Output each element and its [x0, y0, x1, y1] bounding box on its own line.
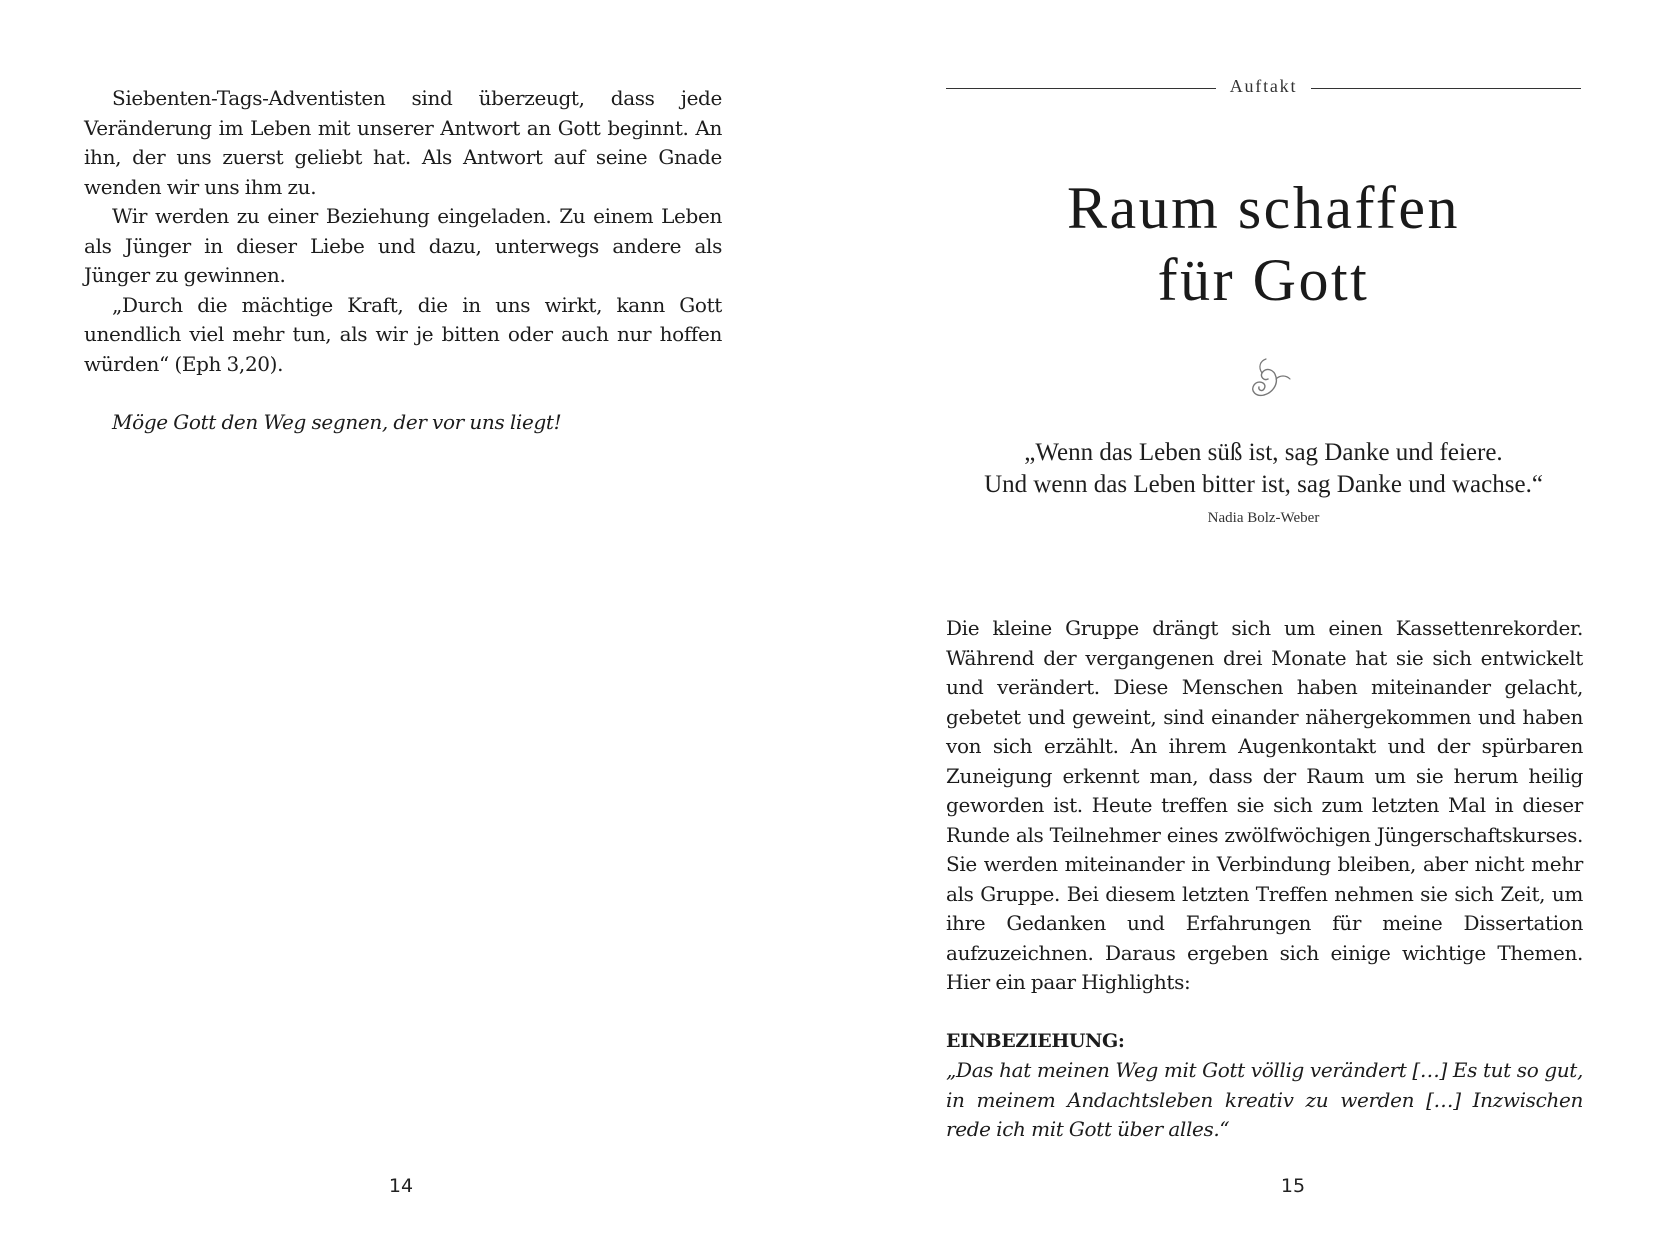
section-quote: „Das hat meinen Weg mit Gott völlig verändert […] Es tut so gut, in meinem Andachtsleben kreativ zu werden […] Inzwischen rede ich mit Gott über alles.“: [946, 1058, 1583, 1141]
chapter-title: [946, 172, 1581, 316]
epigraph-line-1: „Wenn das Leben süß ist, sag Danke und feiere.: [1024, 439, 1503, 466]
page-number-right: 15: [1280, 1175, 1306, 1197]
left-page-text: [84, 84, 722, 438]
chapter-title-line-1: Raum schaffen: [1067, 175, 1460, 241]
blessing-line: Möge Gott den Weg segnen, der vor uns liegt!: [112, 410, 562, 434]
header-rule-right: [1311, 88, 1581, 89]
running-header-label: Auftakt: [1229, 76, 1298, 96]
flourish-ornament-icon: [1236, 355, 1296, 411]
epigraph-line-2: Und wenn das Leben bitter ist, sag Danke und wachse.“: [984, 471, 1543, 498]
paragraph-relationship: Wir werden zu einer Beziehung eingeladen. Zu einem Leben als Jünger in dieser Liebe und dazu, unterwegs andere als Jünger zu gewinnen.: [84, 204, 722, 287]
right-page-text: [946, 614, 1583, 1145]
paragraph-bible-quote: „Durch die mächtige Kraft, die in uns wirkt, kann Gott unendlich viel mehr tun, als wir je bitten oder auch nur hoffen würden“ (Eph 3,20).: [84, 292, 722, 376]
running-header: [946, 76, 1581, 100]
right-page: [827, 0, 1654, 1240]
chapter-title-line-2: für Gott: [1157, 247, 1370, 313]
section-heading-einbeziehung: EINBEZIEHUNG:: [946, 1029, 1125, 1052]
paragraph-adventists: Siebenten-Tags-Adventisten sind überzeugt, dass jede Veränderung im Leben mit unserer Antwort an Gott beginnt. An ihn, der uns zuerst geliebt hat. Als Antwort auf seine Gnade wenden wir uns ihm zu.: [84, 86, 722, 199]
page-number-left: 14: [388, 1175, 414, 1197]
epigraph-author: Nadia Bolz-Weber: [1207, 510, 1320, 526]
paragraph-small-group: Die kleine Gruppe drängt sich um einen Kassettenrekorder. Während der vergangenen drei Monate hat sie sich entwickelt und verändert. Diese Menschen haben miteinander gelacht, gebetet und geweint, sind einander nähergekommen und haben von sich erzählt. An ihrem Augenkontakt und der spürbaren Zuneigung erkennt man, dass der Raum um sie herum heilig geworden ist. Heute treffen sie sich zum letzten Mal in dieser Runde als Teilnehmer eines zwölfwöchigen Jüngerschaftskurses. Sie werden miteinander in Verbindung bleiben, aber nicht mehr als Gruppe. Bei diesem letzten Treffen nehmen sie sich Zeit, um ihre Gedanken und Erfahrungen für meine Dissertation aufzuzeichnen. Daraus ergeben sich einige wichtige Themen. Hier ein paar Highlights:: [946, 616, 1583, 994]
epigraph: [946, 437, 1581, 501]
